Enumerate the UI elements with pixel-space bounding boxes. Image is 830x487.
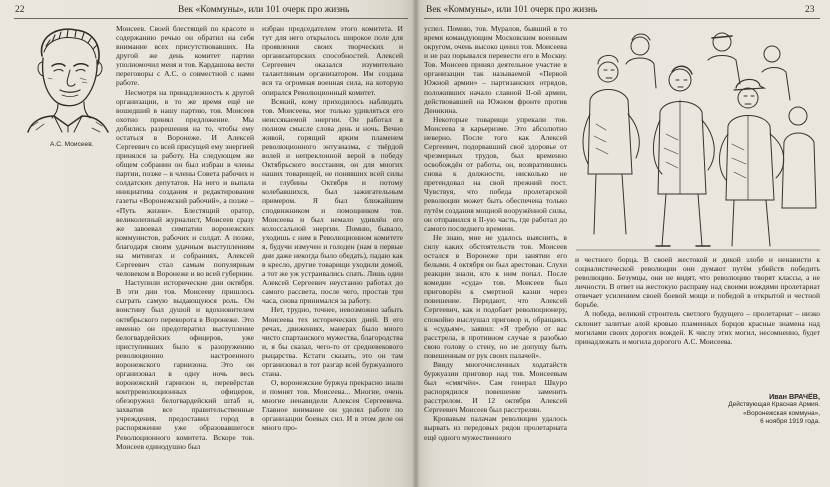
- paragraph: Некоторые товарищи упрекали тов. Моисеева в карьеризме. Это абсолютно неверно. После того как Алексей Сергеевич, подорвавший своё здоровье от чрезмерных трудов, был временно освобождён от работы, он, возвратившись снова к должности, нисколько не претендовал на свой прежний пост. Чувствуя, что победа пролетарской революции может быть обеспечена только путём создания мощной вооружённой силы, он отправился в II-ую часть, где работал до самого последнего времени.: [424, 114, 567, 233]
- right-bottom-column: [575, 255, 820, 375]
- header-rule: [424, 18, 820, 19]
- portrait-sketch-icon: [18, 22, 112, 134]
- page-number: 23: [805, 5, 815, 15]
- paragraph: успел. Помню, тов. Муралов, бывший в то время командующим Московским военным округом, очень высоко ценил тов. Моисеева и не раз порывался перевести его в Москву. Тов. Моисеев принял деятельное участие в организации так называемой «Первой Южной армии» – партизанских отрядов, положивших начало славной II-ой армии, действовавшей на Южном фронте против Деникина.: [424, 24, 567, 115]
- running-head: Век «Коммуны», или 101 очерк про жизнь: [426, 5, 598, 15]
- paragraph: Моисеев. Своей блестящей по красоте и содержанию речью он обратил на себя внимание всех присутствовавших. На другой же день комитет партии уполномочил меня и тов. Кардашова вести переговоры с А.С. о совместной с нами работе.: [116, 24, 254, 88]
- source-date: 6 ноября 1919 года.: [760, 418, 820, 426]
- header-rule: [14, 18, 408, 19]
- paragraph: избран председателем этого комитета. И тут для него открылось широкое поле для проявления своих творческих и организаторских способностей. Алексей Сергеевич оказался изумительно талантливым организатором. Им создана вся та огромная военная сила, на которую опирался Революционный комитет.: [262, 24, 403, 97]
- paragraph: Ввиду многочисленных ходатайств буржуазии приговор над тов. Моисеевым был «смягчён». Сам генерал Шкуро распорядился повешение заменить расстрелом. И 12 октября Алексей Сергеевич Моисеев был расстрелян.: [424, 359, 567, 415]
- paragraph: Нет, трудно, точнее, невозможно забыть Моисеева тех исторических дней. В его речах, движениях, манерах было много чисто спартанского мужества, благородства и, я бы сказал, чего-то от средневекового рыцарства. Кстати сказать, это он там организовал в тот разгар всей буржуазного стана.: [262, 305, 403, 378]
- author-role: Действующая Красная Армия.: [728, 401, 820, 409]
- author-name: Иван ВРАЧЁВ,: [769, 392, 820, 401]
- portrait-caption: А.С. Моисеев.: [50, 141, 94, 148]
- paragraph: Кровавым палачам революции удалось вырвать из передовых рядов пролетариата ещё одного мужественного: [424, 414, 567, 442]
- paragraph: Не знаю, мне не удалось выяснить, в силу каких обстоятельств тов. Моисеев остался в Воронеже при занятии его белыми. 4 октября он был арестован. Слухи реакции знали, кто к ним попал. После комедии «суда» тов. Моисеев был приговорён к смертной казни через повешение. Передают, что Алексей Сергеевич, как и подобает революционеру, спокойно выслушал приговор и, обращаясь к «судьям», заявил: «Я требую от вас расстрела, в противном случае я разобью свою голову о стену, но не допущу быть повешенным от рук своих палачей».: [424, 232, 567, 360]
- right-top-column: [424, 24, 567, 480]
- paragraph: А победа, великий стронтель светлого будущего – пролетариат – низко склонит залитые алой кровью пламенных борцов красные знамена над могилами своих дорогих вождей. К числу этих могил, несомненно, будет принадлежать и могила дорогого А.С. Моисеева.: [575, 309, 820, 346]
- signature-block: [666, 393, 820, 427]
- left-column-2: [262, 24, 403, 480]
- source-name: «Воронежская коммуна»,: [743, 409, 820, 417]
- left-column-1: [116, 24, 254, 480]
- right-page: [416, 0, 830, 487]
- book-gutter: [412, 0, 420, 487]
- crowd-sketch-icon: [576, 24, 820, 252]
- paragraph: Наступили исторические дни октября. В эти дни тов. Моисееву пришлось сыграть самую выдающуюся роль. Он воистину был душой и вдохновителем октябрьского переворота в Воронеже. Это именно он предотвратил выступление белогвардейских офицеров, уже приступивших было к разоружению революционно настроенного воронежского гарнизона. Это он организовал в одну ночь весь воронежский гарнизон и, перевёрстав контрреволюционных офицеров, обезоружил белогвардейский штаб и, захватив все правительственные учреждения, предоставил город в распоряжение уже образовавшегося Революционного комитета. Вскоре тов. Моисеев единодушно был: [116, 278, 254, 451]
- paragraph: и честного борца. В своей жестокой и дикой злобе и ненависти к социалистической революции они думают путём убийств победить революцию. Безумцы, они не видят, что революцию творят классы, а не личности. В ответ на жестокую расправу над своими вождями пролетариат отвечает усилением своей боевой мощи и победой в открытой и честной борьбе.: [575, 255, 820, 310]
- paragraph: Всякий, кому приходилось наблюдать тов. Моисеева, мог только удивляться его неиссякаемой энергии. Он работал в полном смысле слова день и ночь. Вечно живой, горящий ярким пламенем революционного энтузиазма, с твёрдой волей и непреклонной верой в победу Октябрьского восстания, он для многих наших товарищей, не понявших всей силы и глубины Октября и потому колебавшихся, был зажигательным примером. Я был ближайшим сподвижником и помощником тов. Моисеева и был немало удивлён его колоссальной энергии. Помню, бывало, уходишь с ним в Революционном комитете я, будучи измучен и голоден (нам в первые дни даже некогда было обедать), падаю как в кресло, другие товарищи уходили домой, а тот же уж устраивались спать. Лишь один Алексей Сергеевич неустанно работал до самого рассвета, после чего, простав три часа, снова принимался за работу.: [262, 96, 403, 306]
- page-number: 22: [15, 5, 25, 15]
- paragraph: О, воронежские буржуа прекрасно знали и помнят тов. Моисеева... Многие, очень многие ненавидели Алексея Сергеевича. Главное внимание он уделял работе по организации боевых сил. И в этом деле он много про-: [262, 378, 403, 433]
- paragraph: Несмотря на принадлежность к другой организации, в то же время ещё не вошедший в нашу партию, тов. Моисеев охотно принял предложение. Мы добились разрешения на то, чтобы ему остаться в Воронеже. И Алексей Сергеевич со всей присущей ему энергией принялся за работу. На следующем же общем собрании он был избран в члены партии, позже – в члены Совета рабочих и солдатских депутатов. На него и выпала инициатива создания и редактирования газеты «Воронежский рабочий», а позже – «Путь жизни». Блестящий оратор, великолепный журналист, Моисеев сразу же завоевал симпатии воронежских коммунистов, рабочих и солдат. А позже, благодаря своим удачным выступлениям на митингах и собраниях, Алексей Сергеевич стал самым популярным человеком в Воронеже и во всей губернии.: [116, 87, 254, 279]
- running-head: Век «Коммуны», или 101 очерк про жизнь: [178, 5, 350, 15]
